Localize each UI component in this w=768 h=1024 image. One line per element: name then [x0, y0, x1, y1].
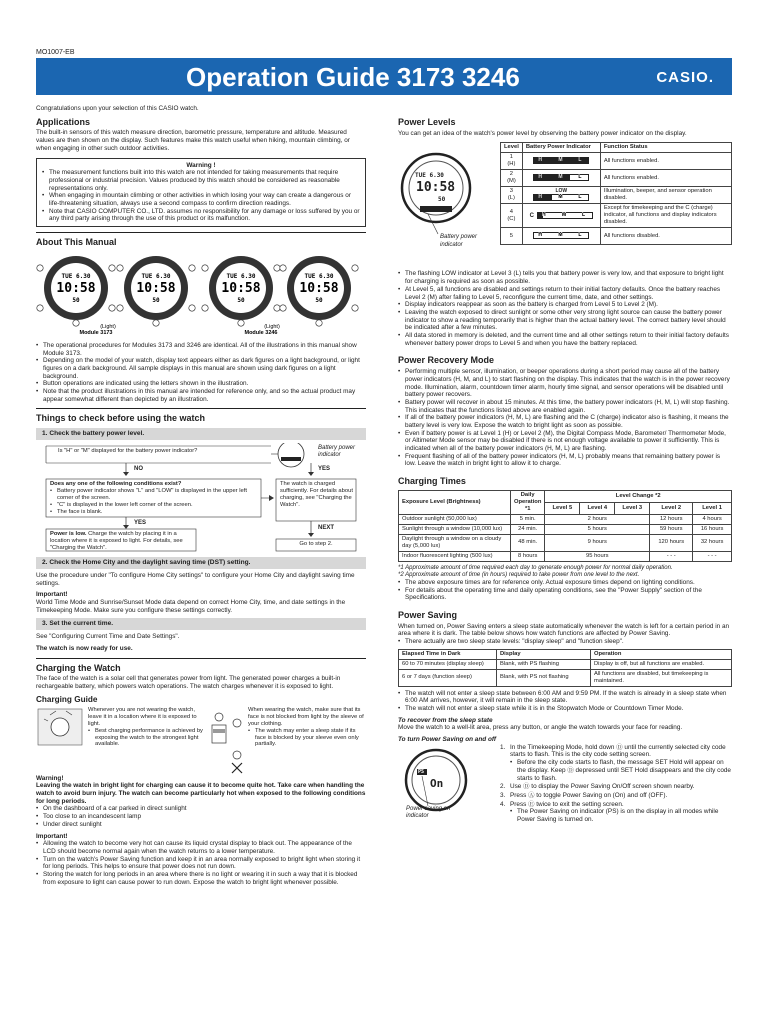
table-row [501, 204, 732, 228]
recovery-heading: Power Recovery Mode [398, 355, 495, 366]
watch-time: 10:58 [299, 280, 339, 296]
th-indicator: Battery Power Indicator [522, 143, 600, 153]
watch-button-icon [73, 320, 79, 326]
list-item: • "C" is displayed in the lower left corner of the screen. [50, 502, 258, 509]
ps-display-top: PS [418, 768, 425, 775]
step-text: In the Timekeeping Mode, hold down Ⓓ until the currently selected city code starts to flash. This is the city code setting screen. [510, 743, 726, 759]
no-label: NO [134, 466, 143, 473]
step-number: 4. [500, 800, 506, 808]
level-cell [501, 228, 523, 245]
power-saving-intro: When turned on, Power Saving enters a sleep state automatically whenever the watch is left for a certain period in an area where it is dark. The table below shows how watch functions are affected by Power Saving. [398, 622, 730, 638]
level2-cell: - - - [650, 551, 693, 561]
charging-important-title: Important! [36, 832, 68, 840]
list-item: • Even if battery power is at Level 1 (H) or Level 2 (M), the Digital Compass Mode, Barometer/ Thermometer Mode, or Altimeter Mode sensor may be disabled if there is not enough voltage available to power it sufficiently. This is indicated when all of the battery power indicators (H, M, L) are flashing. [398, 430, 732, 453]
step3-text: See "Configuring Current Time and Date Settings". [36, 633, 180, 641]
list-item: • Allowing the watch to become very hot can cause its liquid crystal display to black out. The appearance of the LCD should become normal again when the watch returns to a lower temperature. [36, 840, 366, 855]
display-cell: Blank, with PS flashing [497, 659, 591, 669]
list-item: • The operational procedures for Modules 3173 and 3246 are identical. All of the illustrations in this manual show Module 3173. [36, 342, 366, 357]
operation-cell: Display is off, but all functions are enabled. [591, 659, 732, 669]
step2-bar: 2. Check the Home City and the daylight saving time (DST) setting. [36, 557, 366, 569]
watch-seconds: 50 [72, 296, 80, 304]
exposure-cell: Sunlight through a window (10,000 lux) [399, 524, 511, 534]
module-label: Module 3246 [244, 329, 278, 336]
recovery-list [398, 368, 732, 468]
warning-list [42, 169, 360, 223]
indicator-cell [522, 170, 600, 187]
th-display: Display [497, 649, 591, 659]
guide-a-text: Whenever you are not wearing the watch, leave it in a location where it is exposed to light. [88, 706, 197, 727]
watch-group [37, 256, 358, 336]
charged-text: The watch is charged sufficiently. For details about charging, see "Charging the Watch". [280, 481, 353, 508]
watch-button-icon [352, 305, 358, 311]
step-item [500, 744, 732, 782]
daily-cell: 24 min. [511, 524, 545, 534]
document-code: MO1007-EB [36, 49, 75, 56]
watch-button-icon [109, 305, 115, 311]
step-sub-list [510, 759, 732, 782]
step1-bar: 1. Check the battery power level. [36, 428, 366, 440]
power-watch-sec: 50 [438, 196, 446, 204]
watch-button-icon [202, 265, 208, 271]
list-item: • The face is blank. [50, 509, 258, 516]
table-row [399, 669, 732, 686]
step3-bar: 3. Set the current time. [36, 618, 366, 630]
list-item: • Button operations are indicated using the letters shown in the illustration. [36, 380, 366, 388]
list-item: • Note that the product illustrations in this manual are intended for reference only, and so the actual product may appear somewhat different than depicted by an illustration. [36, 388, 366, 403]
display-date: 6.30 [429, 172, 444, 180]
power-saving-notes [398, 690, 732, 713]
table-row [399, 534, 732, 551]
level2-cell: 12 hours [650, 514, 693, 524]
important-text: World Time Mode and Sunrise/Sunset Mode data depend on correct Home City, time, and date settings in the Timekeeping Mode. Make sure you configure these settings correctly. [36, 599, 346, 614]
brand-logo: CASIO. [656, 69, 714, 86]
list-item: • Leaving the watch exposed to direct sunlight or some other very strong light source can cause the battery power indicator to show a reading temporarily that is higher than the actual battery level. The correct battery level should be indicated after a few minutes. [398, 309, 732, 332]
battery-gauge-icon [533, 232, 589, 239]
table-row [399, 551, 732, 561]
list-item: • The measurement functions built into this watch are not intended for taking measurements that require professional or industrial precision. Values produced by this watch should be considered as reasonable representations only. [42, 169, 360, 192]
power-levels-rows [501, 153, 732, 245]
watch-seconds: 50 [152, 296, 160, 304]
th-status: Function Status [600, 143, 731, 153]
list-item: • The Power Saving on indicator (PS) is on the display in all modes while Power Saving is turned on. [510, 808, 732, 823]
operation-cell: All functions are disabled, but timekeeping is maintained. [591, 669, 732, 686]
level1-cell: - - - [693, 551, 732, 561]
watch-button-icon [238, 320, 244, 326]
daily-cell: 48 min. [511, 534, 545, 551]
list-item: • The watch will not enter a sleep state while it is in the Stopwatch Mode or Countdown Timer Mode. [398, 705, 732, 713]
step-sub-list [510, 808, 732, 823]
level1-cell: 32 hours [693, 534, 732, 551]
things-heading: Things to check before using the watch [36, 413, 206, 424]
important-title: Important! [36, 591, 68, 599]
list-item: • When engaging in mountain climbing or other activities in which losing your way can create a dangerous or life-threatening situation, always use a second compass to confirm direction readings. [42, 192, 360, 207]
watch-time: 10:58 [136, 280, 176, 296]
step-item [500, 801, 732, 824]
gauge-letter: H [542, 211, 546, 218]
applications-heading: Applications [36, 116, 91, 127]
indicator-cell [522, 204, 600, 228]
watch-illustration [280, 256, 358, 326]
level2-cell: 120 hours [650, 534, 693, 551]
list-item: • Best charging performance is achieved by exposing the watch to the strongest light available. [88, 728, 206, 749]
applications-text: The built-in sensors of this watch measure direction, barometric pressure, temperature and altitude. Measured values are then shown on the display. Such features make this watch useful when hiking, mountain climbing, or when engaging in other such outdoor activities. [36, 129, 350, 152]
title-banner [36, 58, 732, 95]
list-item: • The flashing LOW indicator at Level 3 (L) tells you that battery power is very low, and that exposure to bright light for charging is required as soon as possible. [398, 270, 732, 285]
charging-times-notes [398, 579, 732, 602]
watch-day-date: TUE 6.30 [226, 272, 256, 280]
power-watch-time: 10:58 [416, 180, 456, 196]
section-divider [36, 658, 366, 659]
table-row [399, 514, 732, 524]
next-label: NEXT [318, 525, 335, 532]
watch-button-icon [274, 265, 280, 271]
level1-cell: 16 hours [693, 524, 732, 534]
power-levels-table [500, 142, 732, 245]
low-indicator: LOW [555, 187, 568, 194]
section-divider [36, 408, 366, 409]
level-cell [501, 187, 523, 204]
step-number: 2. [500, 783, 506, 791]
level-cell [501, 204, 523, 228]
watch-button-icon [280, 265, 286, 271]
yes2-label: YES [134, 520, 147, 527]
status-cell: All functions enabled. [600, 170, 731, 187]
level-number: 1 [509, 154, 514, 161]
watch-illustrations [36, 250, 366, 342]
list-item: • Battery power indicator shows "L" and "LOW" is displayed in the upper left corner of the screen. [50, 488, 258, 502]
watch-button-icon [109, 265, 115, 271]
level2-cell: 59 hours [650, 524, 693, 534]
footnote-1: *1 Approximate amount of time required each day to generate enough power for normal daily operation. [398, 564, 673, 571]
indicator-cell [522, 228, 600, 245]
th-level: Level [501, 143, 523, 153]
exposure-cell: Indoor fluorescent lighting (500 lux) [399, 551, 511, 561]
watch-button-icon [280, 305, 286, 311]
ps-steps [500, 744, 732, 825]
list-item: • For details about the operating time and daily operating conditions, see the "Power Supply" section of the Specifications. [398, 587, 732, 602]
watch-day-date: TUE 6.30 [304, 272, 334, 280]
list-item: • All data stored in memory is deleted, and the current time and all other settings return to their initial factory defaults whenever battery power drops to Level 5 and when you have the battery replaced. [398, 332, 732, 347]
gauge-letter: H [538, 193, 542, 200]
charging-times-table [398, 490, 732, 562]
warning-title: Warning ! [186, 161, 216, 169]
display-cell: Blank, with PS not flashing [497, 669, 591, 686]
battery-gauge-icon [533, 157, 589, 164]
intro-text: Congratulations upon your selection of this CASIO watch. [36, 105, 199, 112]
step-item [500, 792, 732, 800]
watch-button-icon [117, 265, 123, 271]
gauge-letter: L [578, 157, 582, 164]
power-levels-figure [398, 142, 732, 268]
gauge-letter: M [562, 211, 567, 218]
watch-button-icon [316, 320, 322, 326]
step-number: 1. [500, 743, 506, 751]
battery-gauge-icon [537, 212, 593, 219]
list-item: • Depending on the model of your watch, display text appears either as dark figures on a light background, or light figures on a dark background. All sample displays in this manual are shown using dark figures on a light background. [36, 357, 366, 380]
th-level4: Level 4 [580, 502, 615, 514]
list-item: • On the dashboard of a car parked in direct sunlight [36, 805, 366, 813]
charging-times-heading: Charging Times [398, 476, 466, 487]
elapsed-cell: 60 to 70 minutes (display sleep) [399, 659, 497, 669]
gauge-letter: M [558, 174, 563, 181]
table-row [501, 187, 732, 204]
level-number: 3 [509, 188, 514, 195]
watch-illustrations-svg [36, 250, 366, 342]
th-level3: Level 3 [615, 502, 650, 514]
ps-caption: Power saving on indicator [406, 805, 451, 819]
list-item: • The above exposure times are for reference only. Actual exposure times depend on lighting conditions. [398, 579, 732, 587]
watch-seconds: 50 [237, 296, 245, 304]
right-column [398, 105, 732, 1020]
footnote-2: *2 Approximate amount of time (in hours) required to take power from one level to the next. [398, 571, 640, 578]
list-item: • Display indicators reappear as soon as the battery is charged from Level 5 to Level 2 (M). [398, 301, 732, 309]
gauge-letter: L [578, 193, 582, 200]
th-level-change: Level Change *2 [545, 490, 732, 502]
charging-warning-list [36, 805, 366, 828]
warning-box [36, 158, 366, 228]
conditions-title: Does any one of the following conditions exist? [50, 481, 182, 488]
power-saving-figure [398, 744, 732, 824]
list-item: • The watch may enter a sleep state if its face is blocked by your sleeve even only partially. [248, 728, 366, 749]
gauge-letter: L [578, 174, 582, 181]
about-list [36, 342, 366, 404]
status-cell: Except for timekeeping and the C (charge) indicator, all functions and display indicators disabled. [600, 204, 731, 228]
list-item: • Note that CASIO COMPUTER CO., LTD. assumes no responsibility for any damage or loss suffered by you or any third party arising through the use of this product or its malfunction. [42, 208, 360, 223]
conditions-box [50, 481, 258, 516]
recover-text: Move the watch to a well-lit area, press any button, or angle the watch towards your face for reading. [398, 724, 683, 732]
status-cell: All functions enabled. [600, 153, 731, 170]
ready-text: The watch is now ready for use. [36, 644, 133, 652]
elapsed-cell: 6 or 7 days (function sleep) [399, 669, 497, 686]
gauge-letter: M [558, 232, 563, 239]
daily-cell: 5 min. [511, 514, 545, 524]
charging-heading: Charging the Watch [36, 662, 121, 673]
charging-important-list [36, 840, 366, 886]
level-cell [501, 153, 523, 170]
indicator-cell [522, 153, 600, 170]
watch-button-icon [37, 305, 43, 311]
charging-times-rows [399, 514, 732, 561]
light-label: (Light) [264, 323, 280, 330]
step-text: Use Ⓓ to display the Power Saving On/Off screen shown nearby. [510, 783, 695, 791]
conditions-list [50, 488, 258, 516]
guide-a [88, 707, 206, 749]
step-text: Press Ⓔ twice to exit the setting screen. [510, 800, 624, 808]
level-code: (L) [507, 195, 515, 202]
charge-indicator: C [529, 212, 534, 219]
list-item: • There actually are two sleep state levels: "display sleep" and "function sleep". [398, 638, 732, 646]
watch-illustration [117, 256, 195, 326]
power-indicator-caption: Battery power indicator [440, 234, 478, 248]
battery-indicator-label: Battery power indicator [318, 445, 356, 459]
charging-warning-title: Warning! [36, 774, 64, 782]
table-row [399, 524, 732, 534]
watch-button-icon [189, 305, 195, 311]
goto-step2: Go to step 2. [299, 541, 333, 548]
watch-day-date: TUE 6.30 [61, 272, 91, 280]
list-item: • Performing multiple sensor, illumination, or beeper operations during a short period may cause all of the battery power indicators (H, M, and L) to start flashing on the display. This indicates that the watch is in the power recovery mode. Illumination, alarm, countdown timer alarm, hourly time signal, and sensor operations will be disabled until battery power recovers. [398, 368, 732, 399]
main-cell: 95 hours [545, 551, 650, 561]
step2-text: Use the procedure under "To configure Home City settings" to configure your Home City and daylight saving time settings. [36, 571, 355, 587]
th-level1: Level 1 [693, 502, 732, 514]
gauge-letter: H [538, 232, 542, 239]
watch-button-icon [274, 305, 280, 311]
list-item: • Under direct sunlight [36, 821, 366, 829]
guide-b-list [248, 728, 366, 749]
power-low-bold: Power is low. [50, 531, 87, 538]
list-item: • Before the city code starts to flash, the message SET Hold will appear on the display. Keep Ⓓ depressed until SET Hold disappears and the city code starts to flash. [510, 759, 732, 782]
section-divider [36, 232, 366, 233]
battery-gauge-icon [533, 174, 589, 181]
battery-gauge-icon [533, 194, 589, 201]
power-watch-svg [398, 148, 498, 248]
power-levels-heading: Power Levels [398, 117, 456, 127]
power-saving-heading: Power Saving [398, 609, 458, 620]
watch-button-icon [37, 265, 43, 271]
level-code: (M) [507, 178, 516, 185]
daily-cell: 8 hours [511, 551, 545, 561]
exposure-cell: Daylight through a window on a cloudy day (5,000 lux) [399, 534, 511, 551]
power-saving-table [398, 649, 732, 687]
table-row [501, 170, 732, 187]
power-levels-notes [398, 270, 732, 347]
list-item: • Frequent flashing of all of the battery power indicators (H, M, L) probably means that remaining battery power is low. Leave the watch in bright light to allow it to charge. [398, 453, 732, 468]
step-item [500, 783, 732, 791]
th-level5: Level 5 [545, 502, 580, 514]
watch-button-icon [352, 265, 358, 271]
list-item: • Battery power will recover in about 15 minutes. At this time, the battery power indicators (H, M, L) will stop flashing. This indicates that the functions listed above are enabled again. [398, 399, 732, 414]
about-heading: About This Manual [36, 237, 117, 248]
watch-day-date: TUE 6.30 [141, 272, 171, 280]
list-item: • Turn on the watch's Power Saving function and keep it in an area normally exposed to bright light when storing it for long periods. This helps to ensure that power does not run down. [36, 856, 366, 871]
list-item: • Storing the watch for long periods in an area where there is no light or wearing it in such a way that it is blocked from exposure to light can cause power to run down. Expose the watch to bright light whenever possible. [36, 871, 366, 886]
power-saving-rows [399, 659, 732, 686]
th-level2: Level 2 [650, 502, 693, 514]
module-label: Module 3173 [79, 329, 113, 336]
list-item: • At Level 5, all functions are disabled and settings return to their initial factory defaults. Once the battery reaches Level 2 (M) after falling to Level 5, reconfigure the current time, date, and other settings. [398, 286, 732, 301]
table-row [501, 228, 732, 245]
power-low-text: Charge the watch by placing it in a location where it is exposed to light. For details, see "Charging the Watch". [50, 531, 183, 551]
watch-time: 10:58 [56, 280, 96, 296]
flowchart [36, 443, 366, 553]
charging-guide-heading: Charging Guide [36, 694, 98, 704]
charging-warning-text: Leaving the watch in bright light for charging can cause it to become quite hot. Take care when handling the watch to avoid burn injury. The watch can become particularly hot when exposed to the following conditions for long periods. [36, 782, 366, 805]
power-watch-day [415, 172, 444, 179]
watch-illustration [37, 256, 115, 326]
charging-guide [36, 707, 366, 775]
step-text: Press Ⓐ to toggle Power Saving on (On) and off (OFF). [510, 791, 668, 799]
gauge-letter: L [578, 232, 582, 239]
level-number: 4 [509, 208, 514, 215]
level-cell [501, 170, 523, 187]
charging-text: The face of the watch is a solar cell that generates power from light. The generated power charges a built-in rechargeable battery, which powers watch operations. The watch charges whenever it is exposed to light. [36, 675, 341, 691]
th-elapsed: Elapsed Time in Dark [399, 649, 497, 659]
th-daily: Daily Operation *1 [511, 490, 545, 514]
guide-a-list [88, 728, 206, 749]
watch-button-icon [189, 265, 195, 271]
guide-b [248, 707, 366, 749]
status-cell: Illumination, beeper, and sensor operation disabled. [600, 187, 731, 204]
step-number: 3. [500, 791, 506, 799]
list-item: • The watch will not enter a sleep state between 6:00 AM and 9:59 PM. If the watch is already in a sleep state when 6:00 AM arrives, however, it will remain in the sleep state. [398, 690, 732, 705]
power-levels-intro: You can get an idea of the watch's power level by observing the battery power indicator on the display. [398, 129, 687, 137]
left-column [36, 105, 366, 1020]
status-cell: All functions disabled. [600, 228, 731, 245]
battery-gauge-fill [534, 195, 552, 200]
watch-time: 10:58 [221, 280, 261, 296]
list-item: • If all of the battery power indicators (H, M, L) are flashing and the C (charge) indicator also is flashing, it means the battery level is very low. Expose the watch to bright light as soon as possible. [398, 414, 732, 429]
exposure-cell: Outdoor sunlight (50,000 lux) [399, 514, 511, 524]
watch-button-icon [153, 320, 159, 326]
level-code: (C) [507, 215, 516, 222]
th-operation: Operation [591, 649, 732, 659]
watch-illustration [202, 256, 280, 326]
power-saving-list [398, 638, 732, 646]
main-cell: 5 hours [545, 524, 650, 534]
gauge-letter: L [582, 211, 586, 218]
display-day: TUE [415, 172, 426, 180]
recover-title: To recover from the sleep state [398, 716, 493, 724]
main-cell: 2 hours [545, 514, 650, 524]
table-row [399, 659, 732, 669]
level-code: (H) [507, 161, 516, 168]
page-title: Operation Guide 3173 3246 [186, 62, 520, 92]
guide-b-text: When wearing the watch, make sure that its face is not blocked from light by the sleeve of your clothing. [248, 706, 364, 727]
table-row [501, 153, 732, 170]
gauge-letter: M [558, 193, 563, 200]
light-label: (Light) [100, 323, 116, 330]
list-item: • Too close to an incandescent lamp [36, 813, 366, 821]
gauge-letter: H [538, 174, 542, 181]
flow-question: Is "H" or "M" displayed for the battery power indicator? [58, 448, 198, 455]
onoff-title: To turn Power Saving on and off [398, 736, 496, 744]
th-exposure: Exposure Level (Brightness) [399, 490, 511, 514]
indicator-cell [522, 187, 600, 204]
level1-cell: 4 hours [693, 514, 732, 524]
level-number: 2 [509, 171, 514, 178]
gauge-letter: M [558, 157, 563, 164]
watch-button-icon [202, 305, 208, 311]
level-number: 5 [509, 232, 514, 239]
power-low-box [50, 531, 193, 552]
ps-display-mid: On [430, 776, 444, 790]
main-cell: 9 hours [545, 534, 650, 551]
gauge-letter: H [538, 157, 542, 164]
yes-label: YES [318, 466, 331, 473]
watch-button-icon [117, 305, 123, 311]
watch-seconds: 50 [315, 296, 323, 304]
